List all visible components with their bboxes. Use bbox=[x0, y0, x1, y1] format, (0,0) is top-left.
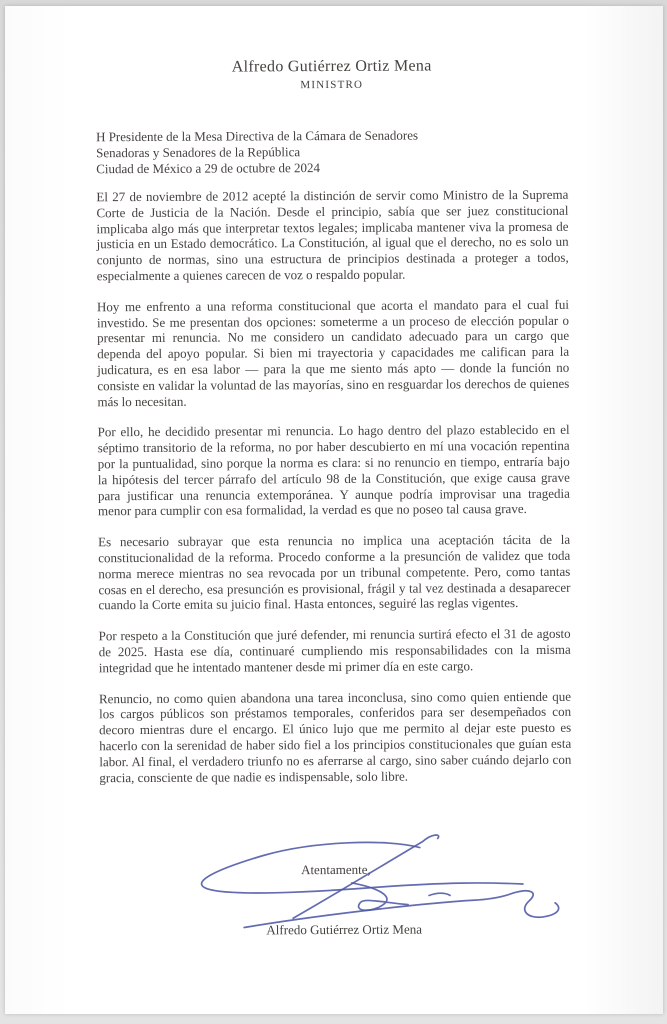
date-line: Ciudad de México a 29 de octubre de 2024 bbox=[96, 160, 321, 177]
letterhead bbox=[3, 56, 661, 92]
paragraph: Por respeto a la Constitución que juré defender, mi renuncia surtirá efecto el 31 de agosto de 2025. Hasta ese día, continuaré cumpliendo mis responsabilidades con la misma integridad que he intentado mantener desde mi primer día en este cargo. bbox=[98, 625, 571, 675]
paragraph: Hoy me enfrento a una reforma constitucional que acorta el mandato para el cual fui investido. Se me presentan dos opciones: someterme a un proceso de elección popular o presentar mi renuncia. No me considero un candidato adecuado para un cargo que dependa del apoyo popular. Si bien mi trayectoria y capacidades me califican para la judicatura, es en esa labor — para la que me siento más apto — donde la función no consiste en validar la voluntad de las mayorías, sino en resguardar los derechos de quienes más lo necesitan. bbox=[96, 296, 570, 409]
sender-name: Alfredo Gutiérrez Ortiz Mena bbox=[231, 57, 432, 76]
recipient-line: H Presidente de la Mesa Directiva de la Cámara de Senadores bbox=[96, 127, 419, 145]
recipient-line: Senadoras y Senadores de la República bbox=[96, 144, 301, 161]
signature-name: Alfredo Gutiérrez Ortiz Mena bbox=[266, 921, 423, 938]
paragraph: El 27 de noviembre de 2012 acepté la distinción de servir como Ministro de la Suprema Corte de Justicia de la Nación. Desde el principio, sabía que ser juez constitucional implicaba algo más que interpretar textos legales; implicaba mantener viva la promesa de justicia en un Estado democrático. La Constitución, al igual que el derecho, no es solo un conjunto de normas, sino una estructura de principios destinada a proteger a todos, especialmente a quienes carecen de voz o respaldo popular. bbox=[96, 186, 569, 284]
paragraph: Es necesario subrayar que esta renuncia no implica una aceptación tácita de la constitucionalidad de la reforma. Procedo conforme a la presunción de validez que toda norma merece mientras no sea revocada por un tribunal competente. Pero, como tantas cosas en el derecho, esa presunción es provisional, frágil y tal vez destinada a desaparecer cuando la Corte emita su juicio final. Hasta entonces, seguiré las reglas vigentes. bbox=[98, 531, 571, 613]
letter-body bbox=[96, 187, 571, 801]
sender-role: MINISTRO bbox=[300, 78, 364, 92]
closing-salutation: Atentamente, bbox=[300, 861, 371, 878]
handwritten-signature bbox=[182, 833, 583, 960]
recipient-address bbox=[96, 127, 576, 178]
letter-page bbox=[5, 6, 663, 1014]
paragraph: Renuncio, no como quien abandona una tarea inconclusa, sino como quien entiende que los cargos públicos son préstamos temporales, conferidos para ser desempeñados con decoro mientras dure el encargo. El único lujo que me permito al dejar este puesto es hacerlo con la serenidad de haber sido fiel a los principios constitucionales que guían esta labor. Al final, el verdadero triunfo no es aferrarse al cargo, sino saber cuándo dejarlo con gracia, consciente de que nadie es indispensable, solo libre. bbox=[98, 688, 572, 785]
paragraph: Por ello, he decidido presentar mi renuncia. Lo hago dentro del plazo establecido en el séptimo transitorio de la reforma, no por haber descubierto en mí una vocación repentina por la puntualidad, sino porque la norma es clara: si no renuncio en tiempo, entraría bajo la hipótesis del tercer párrafo del artículo 98 de la Constitución, que exige causa grave para justificar una renuncia extemporánea. Y aunque podría improvisar una tragedia menor para cumplir con esa formalidad, la verdad es que no poseo tal causa grave. bbox=[97, 422, 570, 519]
